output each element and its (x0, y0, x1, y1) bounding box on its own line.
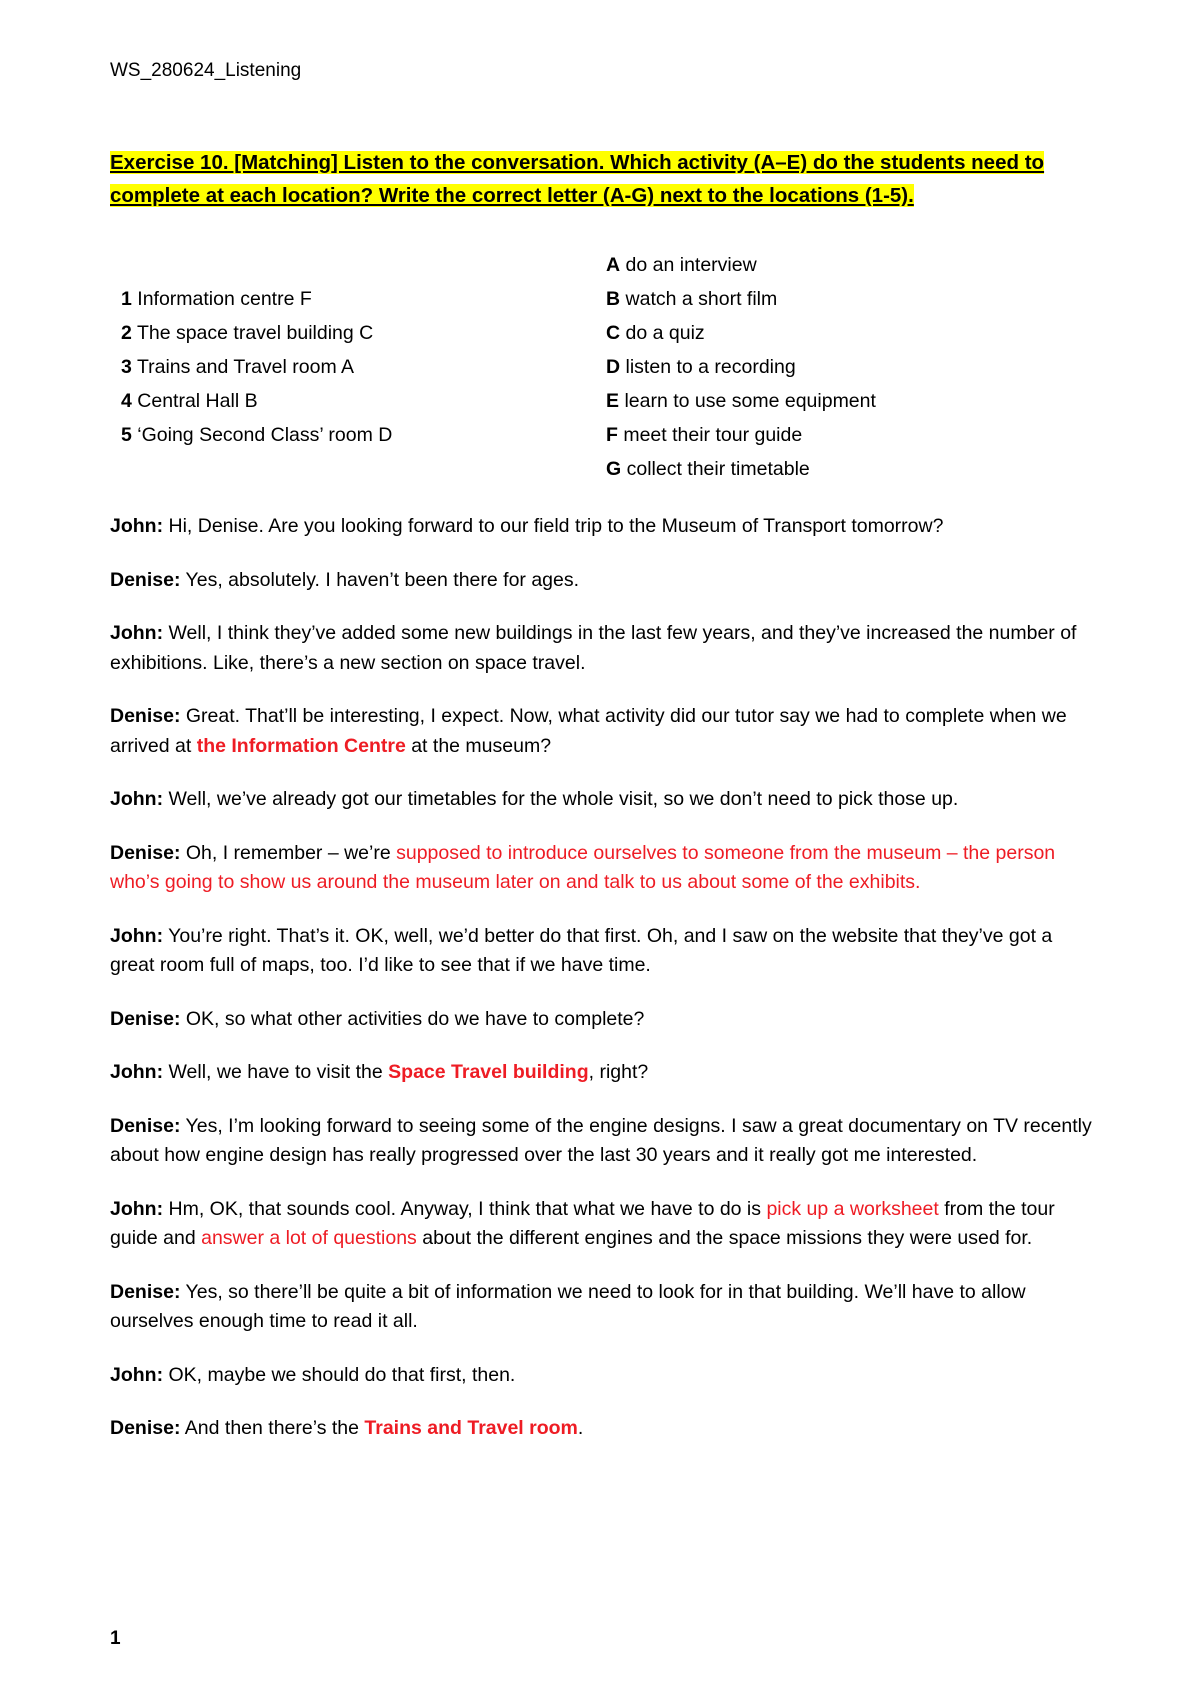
dialogue-turn (110, 1058, 1100, 1088)
speech-text: Well, we’ve already got our timetables for the whole visit, so we don’t need to pick those up. (163, 788, 959, 810)
activity-letter: B (606, 288, 621, 310)
location-text: Central Hall B (137, 390, 258, 412)
location-item (121, 350, 392, 384)
location-number: 3 (121, 356, 132, 378)
dialogue-turn (110, 619, 1100, 678)
dialogue-turn (110, 922, 1100, 981)
speaker-name: John: (110, 788, 164, 810)
document-header: WS_280624_Listening (110, 60, 302, 81)
activity-text: do an interview (625, 254, 757, 276)
location-number: 4 (121, 390, 132, 412)
speech-text: Well, I think they’ve added some new buildings in the last few years, and they’ve increased the number of exhibitions. Like, there’s a new section on space travel. (110, 622, 1077, 674)
speaker-name: Denise: (110, 841, 181, 864)
dialogue-turn (110, 1195, 1100, 1254)
activity-item (606, 316, 876, 350)
speech-text: Well, we have to visit the (163, 1061, 389, 1083)
speech-text: And then there’s the (180, 1417, 365, 1439)
activity-item (606, 350, 876, 384)
activity-text: learn to use some equipment (624, 390, 876, 412)
exercise-line-2: complete at each location? Write the correct letter (A-G) next to the locations (1-5). (110, 184, 914, 207)
dialogue-turn (110, 1005, 1100, 1035)
speech-text: at the museum? (405, 734, 552, 757)
highlighted-answer: Trains and Travel room (364, 1417, 578, 1439)
dialogue-turn (110, 702, 1100, 761)
speech-text: OK, so what other activities do we have to complete? (180, 1007, 645, 1030)
speech-text: OK, maybe we should do that first, then. (163, 1363, 516, 1386)
speaker-name: John: (110, 1061, 164, 1083)
exercise-instructions (110, 146, 1100, 212)
speech-text: Yes, I’m looking forward to seeing some of the engine designs. I saw a great documentary on TV recently about how engine design has really progressed over the last 30 years and it really got me interested. (110, 1114, 1092, 1166)
highlighted-answer: pick up a worksheet (766, 1197, 939, 1220)
highlighted-answer: answer a lot of questions (201, 1227, 417, 1249)
location-item (121, 282, 392, 316)
location-number: 2 (121, 322, 132, 344)
highlighted-answer: Space Travel building (388, 1061, 589, 1083)
dialogue-turn (110, 1112, 1100, 1171)
dialogue-turn (110, 566, 1100, 596)
speech-text: about the different engines and the space missions they were used for. (416, 1227, 1033, 1249)
location-item (121, 316, 392, 350)
activity-item (606, 384, 876, 418)
page-number: 1 (110, 1628, 121, 1649)
activity-text: watch a short film (625, 288, 778, 310)
location-text: The space travel building C (136, 322, 374, 344)
speaker-name: John: (110, 1197, 164, 1220)
exercise-line-1: Exercise 10. [Matching] Listen to the conversation. Which activity (A–E) do the students need to (110, 151, 1045, 174)
speaker-name: Denise: (110, 1007, 181, 1030)
dialogue-turn (110, 839, 1100, 898)
speech-text: Hm, OK, that sounds cool. Anyway, I think that what we have to do is (163, 1197, 767, 1220)
activity-item (606, 282, 876, 316)
activity-item (606, 418, 876, 452)
activity-letter: D (606, 356, 621, 378)
speaker-name: Denise: (110, 1417, 181, 1439)
activities-list (606, 248, 876, 486)
dialogue-transcript (110, 512, 1100, 1468)
activity-letter: F (606, 424, 618, 446)
speech-text: Yes, absolutely. I haven’t been there for ages. (180, 568, 580, 591)
activity-letter: C (606, 322, 621, 344)
activity-item (606, 452, 876, 486)
dialogue-turn (110, 1278, 1100, 1337)
speech-text: You’re right. That’s it. OK, well, we’d better do that first. Oh, and I saw on the website that they’ve got a great room full of maps, too. I’d like to see that if we have time. (110, 924, 1053, 976)
dialogue-turn (110, 1361, 1100, 1391)
dialogue-turn (110, 785, 1100, 815)
speaker-name: John: (110, 1363, 164, 1386)
speech-text: Hi, Denise. Are you looking forward to our field trip to the Museum of Transport tomorrow? (163, 515, 944, 537)
activity-text: collect their timetable (626, 458, 810, 480)
highlighted-answer: the Information Centre (196, 734, 406, 757)
speech-text: , right? (588, 1061, 649, 1083)
dialogue-turn (110, 512, 1100, 542)
location-item (121, 418, 392, 452)
speaker-name: Denise: (110, 1114, 181, 1137)
activity-text: meet their tour guide (623, 424, 803, 446)
location-number: 1 (121, 288, 132, 310)
speech-text: from the tour guide and (110, 1197, 1055, 1249)
activity-text: listen to a recording (625, 356, 796, 378)
speech-text: Great. That’ll be interesting, I expect. Now, what activity did our tutor say we had to complete when we arrived at (110, 705, 1067, 757)
speech-text: Oh, I remember – we’re (180, 841, 397, 864)
activity-letter: A (606, 254, 621, 276)
location-item (121, 384, 392, 418)
speech-text: . (577, 1417, 584, 1439)
activity-text: do a quiz (625, 322, 705, 344)
dialogue-turn (110, 1414, 1100, 1444)
speaker-name: Denise: (110, 568, 181, 591)
speaker-name: John: (110, 924, 164, 947)
speech-text: Yes, so there’ll be quite a bit of information we need to look for in that building. We’ll have to allow ourselves enough time to read it all. (110, 1280, 1026, 1332)
location-text: Information centre F (137, 288, 312, 310)
speaker-name: John: (110, 515, 164, 537)
activity-letter: G (606, 458, 622, 480)
location-number: 5 (121, 424, 132, 446)
location-text: ‘Going Second Class’ room D (137, 424, 393, 446)
speaker-name: John: (110, 622, 164, 644)
activity-item (606, 248, 876, 282)
speaker-name: Denise: (110, 1280, 181, 1303)
highlighted-answer: supposed to introduce ourselves to someone from the museum – the person who’s going to show us around the museum later on and talk to us about some of the exhibits. (110, 841, 1056, 893)
location-text: Trains and Travel room A (136, 356, 355, 378)
activity-letter: E (606, 390, 620, 412)
speaker-name: Denise: (110, 705, 181, 727)
locations-list (121, 282, 392, 452)
